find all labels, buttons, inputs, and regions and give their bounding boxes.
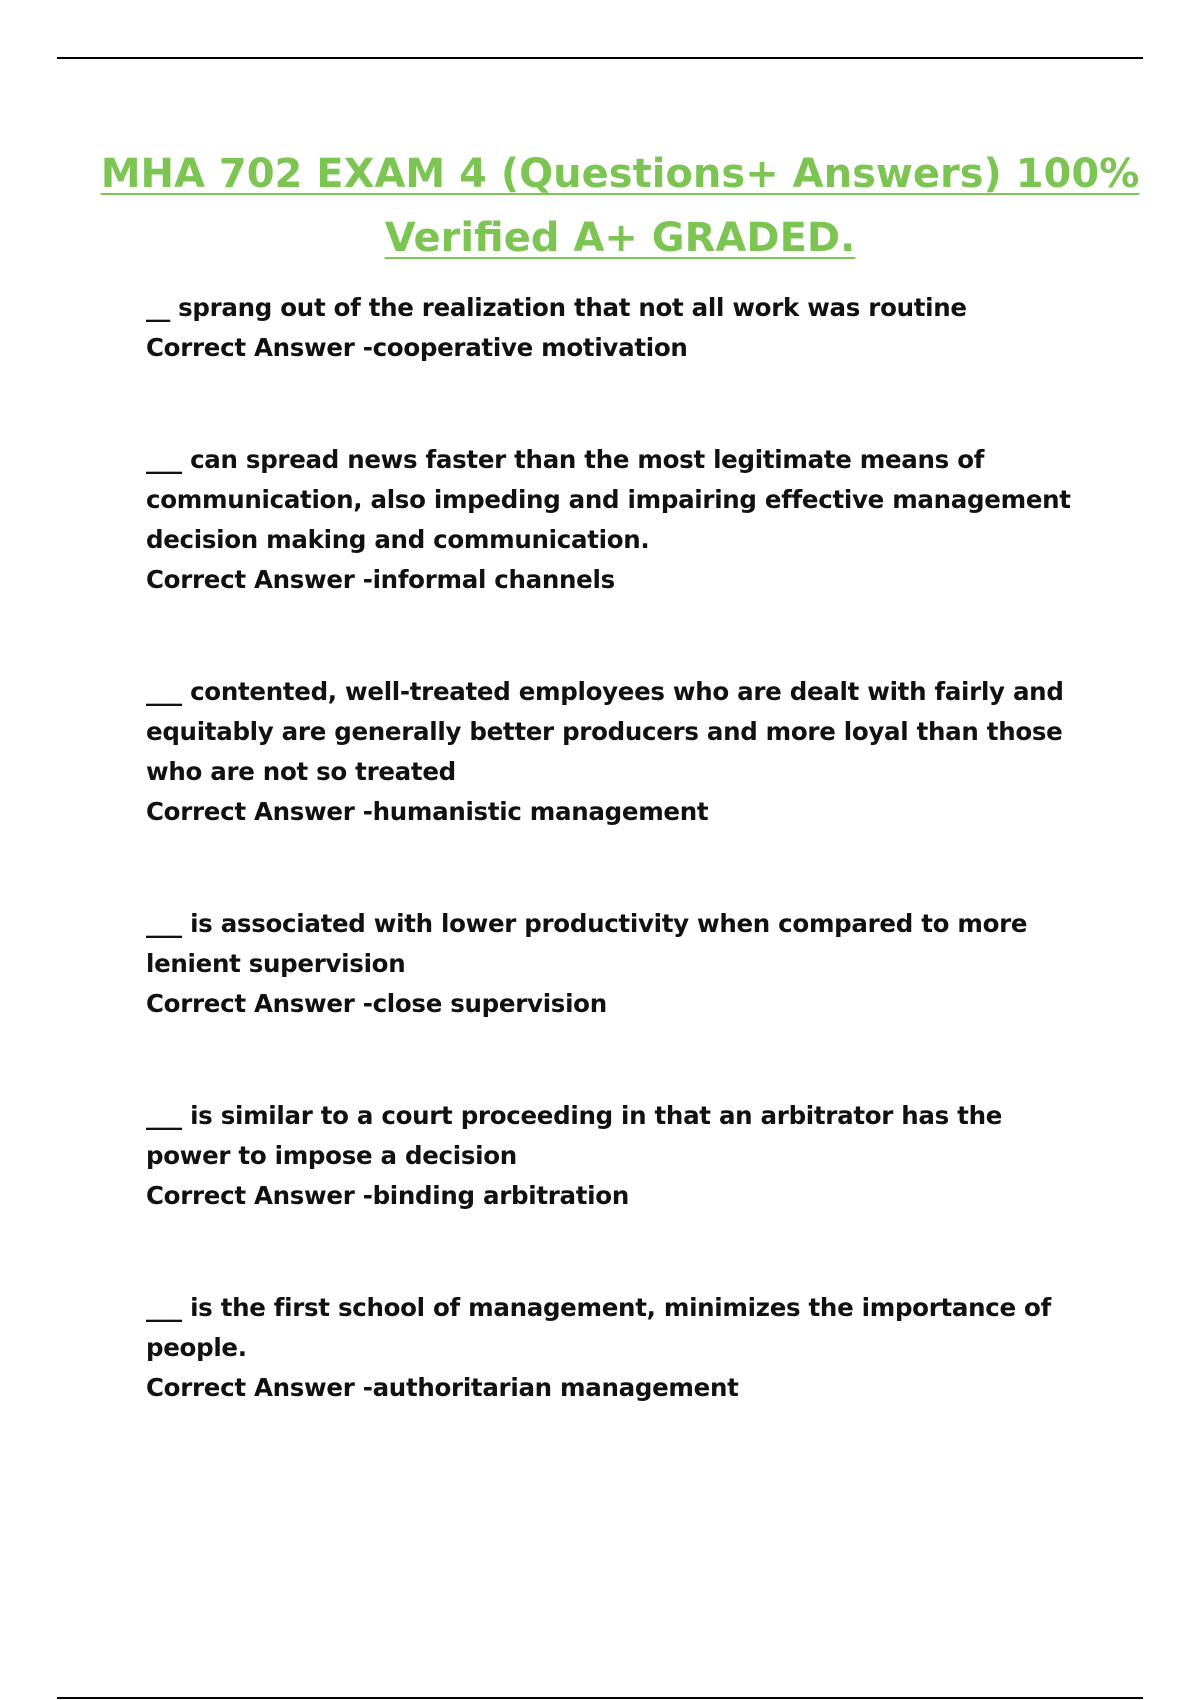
qa-item (146, 440, 1086, 600)
question-text: ___ can spread news faster than the most legitimate means of communication, also impeding and impairing effective management decision making and communication. (146, 445, 1071, 554)
qa-item (146, 904, 1086, 1024)
qa-item (146, 672, 1086, 832)
answer-text: Correct Answer -cooperative motivation (146, 333, 688, 362)
title-line-1: MHA 702 EXAM 4 (Questions+ Answers) 100% (100, 151, 1140, 197)
answer-text: Correct Answer -informal channels (146, 565, 615, 594)
question-text: ___ contented, well-treated employees who are dealt with fairly and equitably are generally better producers and more loyal than those who are not so treated (146, 677, 1064, 786)
answer-text: Correct Answer -close supervision (146, 989, 607, 1018)
question-text: ___ is similar to a court proceeding in that an arbitrator has the power to impose a decision (146, 1101, 1003, 1170)
answer-text: Correct Answer -authoritarian management (146, 1373, 739, 1402)
answer-text: Correct Answer -binding arbitration (146, 1181, 629, 1210)
question-list (146, 288, 1086, 1408)
question-text: ___ is associated with lower productivity when compared to more lenient supervision (146, 909, 1028, 978)
qa-item (146, 288, 1086, 368)
question-text: __ sprang out of the realization that not all work was routine (146, 293, 967, 322)
question-text: ___ is the first school of management, minimizes the importance of people. (146, 1293, 1051, 1362)
title-line-2: Verified A+ GRADED. (384, 215, 856, 261)
qa-item (146, 1288, 1086, 1408)
document-title (100, 142, 1140, 270)
top-rule (57, 57, 1143, 59)
qa-item (146, 1096, 1086, 1216)
bottom-rule (57, 1697, 1143, 1699)
answer-text: Correct Answer -humanistic management (146, 797, 709, 826)
